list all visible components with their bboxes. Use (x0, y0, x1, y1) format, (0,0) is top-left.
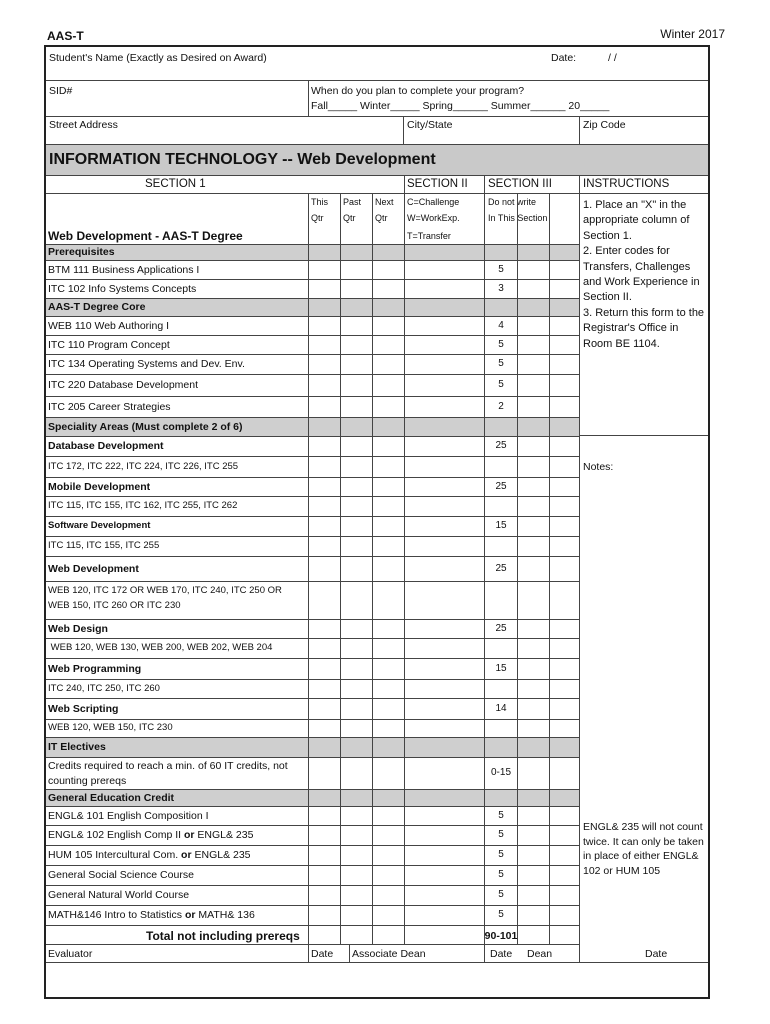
quarters-line: Fall_____ Winter_____ Spring______ Summer______ 20_____ (311, 100, 610, 112)
completion-check-cell[interactable] (309, 866, 339, 884)
code-entry-cell[interactable] (405, 317, 483, 334)
completion-check-cell[interactable] (341, 478, 371, 495)
code-entry-cell[interactable] (405, 866, 483, 884)
completion-check-cell[interactable] (309, 826, 339, 844)
completion-check-cell[interactable] (373, 317, 403, 334)
row-label: Database Development (48, 440, 164, 452)
header-rule-2 (46, 116, 708, 117)
section-1-heading: SECTION 1 (145, 178, 206, 190)
row-label: ITC 115, ITC 155, ITC 162, ITC 255, ITC 262 (48, 500, 238, 511)
row-label: Web Scripting (48, 703, 119, 715)
section-rule (46, 193, 708, 194)
column-line (372, 193, 373, 944)
code-entry-cell[interactable] (405, 261, 483, 278)
street-label: Street Address (49, 119, 118, 131)
code-entry-cell[interactable] (405, 537, 483, 555)
completion-check-cell[interactable] (373, 457, 403, 476)
completion-check-cell[interactable] (341, 720, 371, 736)
completion-check-cell[interactable] (341, 680, 371, 697)
completion-check-cell[interactable] (373, 680, 403, 697)
completion-check-cell[interactable] (373, 478, 403, 495)
dean-label: Dean (527, 948, 553, 960)
footer-divider (484, 944, 485, 962)
credit-value: 14 (495, 703, 507, 714)
completion-check-cell[interactable] (309, 699, 339, 718)
assoc-date-label: Date (490, 948, 513, 960)
or-keyword: or (182, 909, 199, 921)
date-slashes: / / (608, 52, 617, 64)
completion-check-cell[interactable] (309, 457, 339, 476)
or-keyword: or (181, 829, 198, 841)
row-label: Speciality Areas (Must complete 2 of 6) (48, 421, 243, 433)
credit-value: 5 (498, 264, 504, 275)
city-label: City/State (407, 119, 453, 131)
student-name-label: Student's Name (Exactly as Desired on Award) (49, 52, 267, 64)
completion-check-cell[interactable] (309, 906, 339, 924)
code-entry-cell[interactable] (405, 375, 483, 395)
notes-label: Notes: (583, 461, 614, 473)
section-shade (46, 737, 580, 757)
section-2-heading: SECTION II (407, 178, 468, 190)
code-entry-cell[interactable] (405, 620, 483, 637)
row-label: General Natural World Course (48, 889, 190, 901)
section-2-line (404, 176, 405, 193)
form-code: AAS-T (47, 29, 84, 43)
code-entry-cell[interactable] (405, 758, 483, 788)
row-rule (46, 244, 580, 245)
section-3-line (484, 176, 485, 193)
row-label: ITC 205 Career Strategies (48, 401, 171, 413)
completion-check-cell[interactable] (373, 846, 403, 864)
completion-check-cell[interactable] (373, 497, 403, 515)
total-credits: 90-101 (484, 930, 518, 942)
completion-check-cell[interactable] (341, 826, 371, 844)
completion-check-cell[interactable] (341, 659, 371, 678)
completion-check-cell[interactable] (373, 261, 403, 278)
degree-title: Web Development - AAS-T Degree (48, 229, 243, 243)
completion-check-cell[interactable] (341, 639, 371, 657)
col-past: Past (343, 197, 362, 207)
completion-check-cell[interactable] (309, 478, 339, 495)
completion-check-cell[interactable] (373, 807, 403, 824)
row-label: Web Development (48, 563, 139, 575)
completion-check-cell[interactable] (341, 280, 371, 297)
credit-value: 5 (498, 849, 504, 860)
column-line (404, 193, 405, 944)
completion-check-cell[interactable] (341, 497, 371, 515)
code-entry-cell[interactable] (405, 846, 483, 864)
total-rule (46, 944, 580, 945)
credit-value: 5 (498, 869, 504, 880)
completion-check-cell[interactable] (341, 699, 371, 718)
credit-value: 0-15 (490, 767, 511, 778)
completion-check-cell[interactable] (373, 517, 403, 535)
in-this-section: In This Section (488, 213, 548, 223)
row-label: WEB 120, ITC 172 OR WEB 170, ITC 240, ITC 250 OR WEB 150, ITC 260 OR ITC 230 (48, 585, 282, 611)
completion-check-cell[interactable] (373, 886, 403, 904)
credit-value: 5 (498, 829, 504, 840)
code-workexp: W=WorkExp. (407, 213, 460, 223)
completion-check-cell[interactable] (341, 906, 371, 924)
row-label: General Social Science Course (48, 869, 194, 881)
completion-check-cell[interactable] (309, 437, 339, 455)
column-line (549, 193, 550, 944)
col-qtr-3: Qtr (375, 213, 388, 223)
completion-check-cell[interactable] (341, 846, 371, 864)
credit-value: 5 (498, 379, 504, 390)
row-label: ENGL& 101 English Composition I (48, 810, 209, 822)
completion-check-cell[interactable] (341, 582, 371, 618)
code-entry-cell[interactable] (405, 659, 483, 678)
column-line (517, 193, 518, 944)
credit-value: 25 (495, 563, 507, 574)
completion-check-cell[interactable] (373, 866, 403, 884)
code-entry-cell[interactable] (405, 355, 483, 373)
completion-check-cell[interactable] (341, 517, 371, 535)
row-label: HUM 105 Intercultural Com. or ENGL& 235 (48, 849, 251, 861)
instructions-text: 1. Place an "X" in the appropriate column of Section 1. 2. Enter codes for Transfers, Challenges and Work Experience in Section II. 3. Return this form to the Registrar's Office in Room BE 1104. (583, 199, 705, 350)
code-entry-cell[interactable] (405, 457, 483, 476)
code-challenge: C=Challenge (407, 197, 460, 207)
evaluator-date-label: Date (311, 948, 334, 960)
row-label: ITC 240, ITC 250, ITC 260 (48, 683, 160, 694)
code-entry-cell[interactable] (405, 680, 483, 697)
sid-label: SID# (49, 85, 73, 97)
completion-check-cell[interactable] (309, 807, 339, 824)
term-label: Winter 2017 (660, 27, 725, 41)
credit-value: 25 (495, 440, 507, 451)
row-label: BTM 111 Business Applications I (48, 264, 200, 276)
completion-check-cell[interactable] (309, 397, 339, 416)
completion-check-cell[interactable] (341, 457, 371, 476)
credit-value: 4 (498, 320, 504, 331)
instructions-heading: INSTRUCTIONS (583, 178, 670, 190)
section-shade (46, 244, 580, 260)
zip-label: Zip Code (583, 119, 626, 131)
header-rule-1 (46, 80, 708, 81)
footer-divider (349, 944, 350, 962)
completion-check-cell[interactable] (341, 886, 371, 904)
city-divider (403, 116, 404, 144)
completion-check-cell[interactable] (373, 826, 403, 844)
completion-check-cell[interactable] (309, 846, 339, 864)
code-entry-cell[interactable] (405, 557, 483, 580)
completion-check-cell[interactable] (341, 437, 371, 455)
credit-value: 5 (498, 909, 504, 920)
credit-value: 2 (498, 401, 504, 412)
completion-check-cell[interactable] (341, 557, 371, 580)
engl-note: ENGL& 235 will not count twice. It can only be taken in place of either ENGL& 102 or HUM 105 (583, 821, 704, 877)
row-label: WEB 120, WEB 130, WEB 200, WEB 202, WEB 204 (48, 642, 273, 653)
code-entry-cell[interactable] (405, 336, 483, 353)
completion-check-cell[interactable] (341, 620, 371, 637)
col-this: This (311, 197, 329, 207)
completion-check-cell[interactable] (341, 261, 371, 278)
completion-check-cell[interactable] (341, 807, 371, 824)
credit-value: 5 (498, 358, 504, 369)
section-3-heading: SECTION III (488, 178, 552, 190)
code-entry-cell[interactable] (405, 886, 483, 904)
total-label: Total not including prereqs (146, 929, 300, 943)
completion-check-cell[interactable] (373, 620, 403, 637)
row-label: Software Development (48, 520, 151, 531)
completion-check-cell[interactable] (309, 317, 339, 334)
program-title: INFORMATION TECHNOLOGY -- Web Development (49, 151, 436, 168)
instructions-column-line (579, 176, 580, 962)
code-entry-cell[interactable] (405, 699, 483, 718)
row-label: MATH&146 Intro to Statistics or MATH& 136 (48, 909, 255, 921)
row-label: Prerequisites (48, 246, 115, 258)
completion-check-cell[interactable] (341, 397, 371, 416)
row-rule (46, 925, 580, 926)
do-not-write: Do not write (488, 197, 537, 207)
completion-check-cell[interactable] (373, 906, 403, 924)
completion-check-cell[interactable] (373, 582, 403, 618)
code-transfer: T=Transfer (407, 231, 451, 241)
or-keyword: or (178, 849, 195, 861)
row-label: Web Design (48, 623, 108, 635)
col-qtr-2: Qtr (343, 213, 356, 223)
completion-check-cell[interactable] (309, 659, 339, 678)
footer-divider (308, 944, 309, 962)
credit-value: 5 (498, 339, 504, 350)
completion-check-cell[interactable] (341, 758, 371, 788)
row-label: ITC 220 Database Development (48, 379, 198, 391)
code-entry-cell[interactable] (405, 807, 483, 824)
code-entry-cell[interactable] (405, 720, 483, 736)
row-label: General Education Credit (48, 792, 175, 804)
completion-check-cell[interactable] (309, 336, 339, 353)
row-label: Credits required to reach a min. of 60 IT credits, not counting prereqs (48, 760, 288, 787)
dean-date-label: Date (645, 948, 668, 960)
code-entry-cell[interactable] (405, 397, 483, 416)
column-line (308, 193, 309, 944)
footer-divider (579, 944, 580, 962)
date-label: Date: (551, 52, 577, 64)
completion-check-cell[interactable] (341, 355, 371, 373)
evaluator-label: Evaluator (48, 948, 93, 960)
completion-check-cell[interactable] (341, 537, 371, 555)
row-label: Web Programming (48, 663, 142, 675)
associate-dean-label: Associate Dean (352, 948, 426, 960)
code-entry-cell[interactable] (405, 478, 483, 495)
col-qtr-1: Qtr (311, 213, 324, 223)
completion-check-cell[interactable] (373, 336, 403, 353)
completion-check-cell[interactable] (309, 639, 339, 657)
row-label: ITC 102 Info Systems Concepts (48, 283, 197, 295)
row-label: ENGL& 102 English Comp II or ENGL& 235 (48, 829, 254, 841)
row-rule (46, 737, 580, 738)
instructions-rule (579, 435, 708, 436)
completion-check-cell[interactable] (373, 557, 403, 580)
completion-check-cell[interactable] (341, 866, 371, 884)
completion-check-cell[interactable] (309, 517, 339, 535)
code-entry-cell[interactable] (405, 906, 483, 924)
zip-divider (579, 116, 580, 144)
code-entry-cell[interactable] (405, 280, 483, 297)
credit-value: 3 (498, 283, 504, 294)
code-entry-cell[interactable] (405, 582, 483, 618)
complete-question: When do you plan to complete your program? (311, 85, 525, 97)
code-entry-cell[interactable] (405, 517, 483, 535)
completion-check-cell[interactable] (309, 886, 339, 904)
completion-check-cell[interactable] (309, 280, 339, 297)
code-entry-cell[interactable] (405, 826, 483, 844)
completion-check-cell[interactable] (373, 720, 403, 736)
row-label: ITC 134 Operating Systems and Dev. Env. (48, 358, 245, 370)
row-rule (46, 298, 580, 299)
credit-value: 5 (498, 889, 504, 900)
completion-check-cell[interactable] (309, 537, 339, 555)
credit-value: 25 (495, 481, 507, 492)
col-next: Next (375, 197, 394, 207)
credit-value: 15 (495, 663, 507, 674)
completion-check-cell[interactable] (309, 720, 339, 736)
completion-check-cell[interactable] (373, 659, 403, 678)
row-label: ITC 110 Program Concept (48, 339, 170, 351)
completion-check-cell[interactable] (373, 537, 403, 555)
completion-check-cell[interactable] (373, 375, 403, 395)
completion-check-cell[interactable] (373, 280, 403, 297)
completion-check-cell[interactable] (341, 317, 371, 334)
row-rule (46, 789, 580, 790)
completion-check-cell[interactable] (373, 639, 403, 657)
completion-check-cell[interactable] (309, 497, 339, 515)
row-label: WEB 120, WEB 150, ITC 230 (48, 722, 173, 733)
completion-check-cell[interactable] (341, 375, 371, 395)
column-line (340, 193, 341, 944)
row-label: IT Electives (48, 741, 106, 753)
completion-check-cell[interactable] (309, 355, 339, 373)
completion-check-cell[interactable] (309, 758, 339, 788)
row-rule (46, 417, 580, 418)
code-entry-cell[interactable] (405, 497, 483, 515)
completion-check-cell[interactable] (373, 397, 403, 416)
row-label: ITC 172, ITC 222, ITC 224, ITC 226, ITC 255 (48, 461, 239, 472)
completion-check-cell[interactable] (341, 336, 371, 353)
completion-check-cell[interactable] (309, 680, 339, 697)
completion-check-cell[interactable] (309, 375, 339, 395)
completion-check-cell[interactable] (309, 557, 339, 580)
credit-value: 25 (495, 623, 507, 634)
row-label: ITC 115, ITC 155, ITC 255 (48, 540, 160, 551)
completion-check-cell[interactable] (309, 261, 339, 278)
completion-check-cell[interactable] (373, 699, 403, 718)
credit-value: 5 (498, 810, 504, 821)
row-label: WEB 110 Web Authoring I (48, 320, 170, 332)
header-divider (308, 80, 309, 117)
credit-value: 15 (495, 520, 507, 531)
completion-check-cell[interactable] (309, 620, 339, 637)
row-label: AAS-T Degree Core (48, 301, 146, 313)
code-entry-cell[interactable] (405, 437, 483, 455)
completion-check-cell[interactable] (309, 582, 339, 618)
column-line (484, 193, 485, 944)
completion-check-cell[interactable] (373, 437, 403, 455)
footer-rule (46, 962, 708, 963)
row-label: Mobile Development (48, 481, 151, 493)
code-entry-cell[interactable] (405, 639, 483, 657)
completion-check-cell[interactable] (373, 355, 403, 373)
completion-check-cell[interactable] (373, 758, 403, 788)
